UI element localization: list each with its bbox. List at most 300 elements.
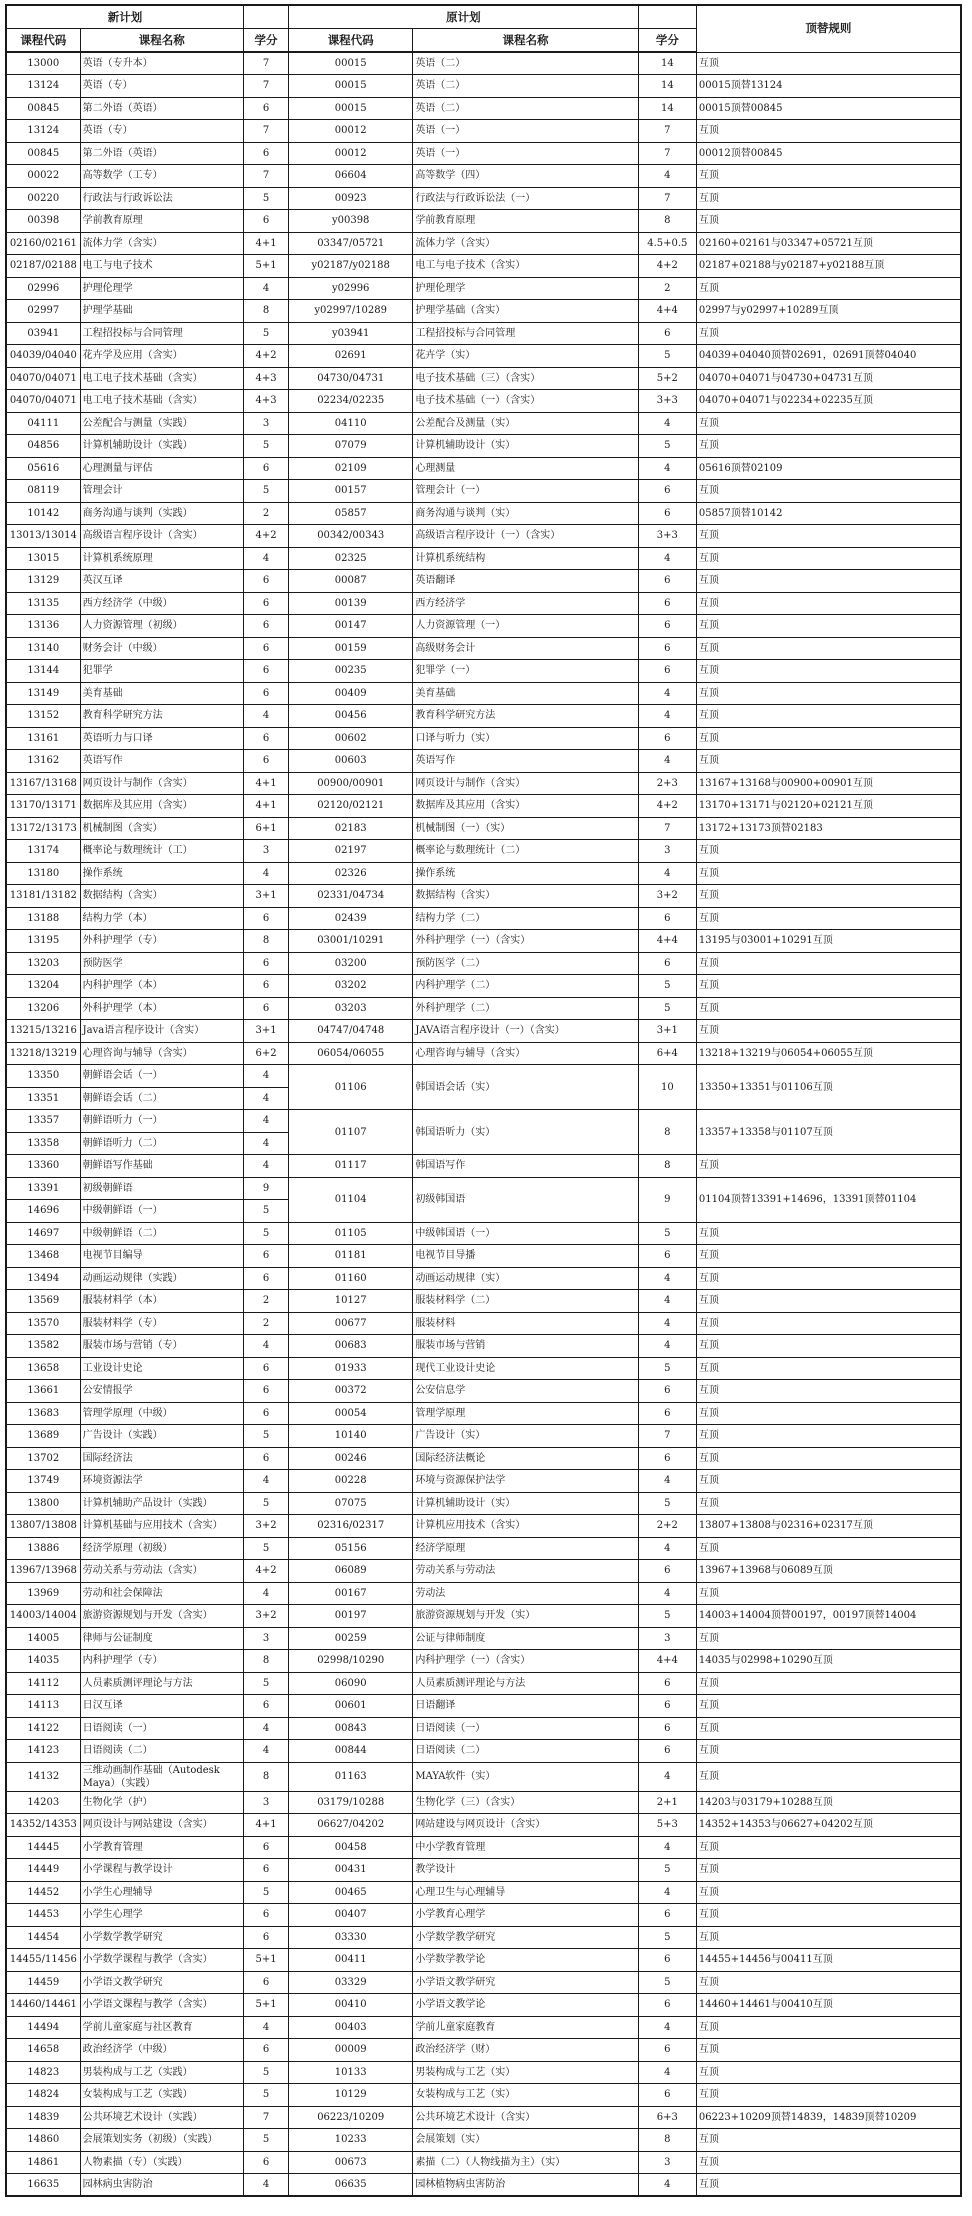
header-new-plan: 新计划 <box>6 5 243 29</box>
col-header-old-name: 课程名称 <box>413 29 638 53</box>
new-course-credit: 5 <box>243 1425 288 1448</box>
old-course-code: 06090 <box>289 1672 413 1695</box>
new-course-name: 广告设计（实践） <box>80 1425 243 1448</box>
new-course-code: 14494 <box>6 2016 80 2039</box>
old-course-name: 服装材料 <box>413 1312 638 1335</box>
new-course-credit: 3 <box>243 1791 288 1814</box>
new-course-credit: 6 <box>243 1859 288 1882</box>
table-header <box>6 5 961 52</box>
table-row <box>6 210 961 233</box>
old-course-credit: 4 <box>638 705 696 728</box>
old-course-name: 经济学原理 <box>413 1537 638 1560</box>
old-course-credit: 5+2 <box>638 367 696 390</box>
old-course-code: 03347/05721 <box>289 232 413 255</box>
substitution-rule: 互顶 <box>696 952 961 975</box>
new-course-name: 小学生心理辅导 <box>80 1881 243 1904</box>
substitution-rule: 互顶 <box>696 2151 961 2174</box>
new-course-code: 13152 <box>6 705 80 728</box>
substitution-rule: 00015顶替00845 <box>696 97 961 120</box>
old-course-name: 人员素质测评理论与方法 <box>413 1672 638 1695</box>
old-course-credit: 6 <box>638 660 696 683</box>
new-course-credit: 7 <box>243 2106 288 2129</box>
substitution-rule: 02160+02161与03347+05721互顶 <box>696 232 961 255</box>
new-course-credit: 5+1 <box>243 1994 288 2017</box>
old-course-name: 美育基础 <box>413 682 638 705</box>
old-course-name: 数据结构（含实） <box>413 885 638 908</box>
new-course-name: 中级朝鲜语（一） <box>80 1200 243 1223</box>
old-course-name: 英语（一） <box>413 120 638 143</box>
table-row <box>6 187 961 210</box>
old-course-code: 02326 <box>289 862 413 885</box>
substitution-rule: 互顶 <box>696 682 961 705</box>
substitution-rule: 互顶 <box>696 1020 961 1043</box>
old-course-credit: 6 <box>638 1904 696 1927</box>
table-row <box>6 322 961 345</box>
table-row <box>6 97 961 120</box>
old-course-credit: 7 <box>638 142 696 165</box>
new-course-name: 内科护理学（专） <box>80 1650 243 1673</box>
substitution-rule: 互顶 <box>696 1357 961 1380</box>
new-course-name: 服装材料学（本） <box>80 1290 243 1313</box>
new-course-code: 13807/13808 <box>6 1515 80 1538</box>
old-course-name: 心理测量 <box>413 457 638 480</box>
old-course-name: 小学数学教学研究 <box>413 1926 638 1949</box>
new-course-credit: 4 <box>243 1717 288 1740</box>
old-course-credit: 4 <box>638 2174 696 2197</box>
table-row <box>6 457 961 480</box>
new-course-credit: 6 <box>243 637 288 660</box>
table-row <box>6 975 961 998</box>
new-course-credit: 4 <box>243 277 288 300</box>
new-course-code: 14453 <box>6 1904 80 1927</box>
old-course-code: 00844 <box>289 1740 413 1763</box>
new-course-credit: 4+2 <box>243 525 288 548</box>
substitution-rule: 13807+13808与02316+02317互顶 <box>696 1515 961 1538</box>
old-course-code: 04730/04731 <box>289 367 413 390</box>
new-course-credit: 4+1 <box>243 1814 288 1837</box>
old-course-code: 00139 <box>289 592 413 615</box>
new-course-credit: 4 <box>243 1470 288 1493</box>
old-course-name: 工程招投标与合同管理 <box>413 322 638 345</box>
old-course-code: 00167 <box>289 1582 413 1605</box>
old-course-credit: 3+2 <box>638 885 696 908</box>
new-course-code: 13658 <box>6 1357 80 1380</box>
table-row <box>6 592 961 615</box>
substitution-rule: 互顶 <box>696 1836 961 1859</box>
old-course-code: 04110 <box>289 412 413 435</box>
new-course-name: Java语言程序设计（含实） <box>80 1020 243 1043</box>
old-course-name: 网页设计与制作（含实） <box>413 772 638 795</box>
table-row <box>6 1042 961 1065</box>
new-course-name: 小学语文课程与教学（含实） <box>80 1994 243 2017</box>
old-course-credit: 3+3 <box>638 390 696 413</box>
old-course-credit: 4.5+0.5 <box>638 232 696 255</box>
substitution-rule: 互顶 <box>696 570 961 593</box>
old-course-code: 02234/02235 <box>289 390 413 413</box>
new-course-name: 公共环境艺术设计（实践） <box>80 2106 243 2129</box>
old-course-name: 动画运动规律（实） <box>413 1267 638 1290</box>
new-course-name: 外科护理学（本） <box>80 997 243 1020</box>
new-course-code: 14445 <box>6 1836 80 1859</box>
old-course-credit: 4 <box>638 1582 696 1605</box>
new-course-name: 英语（专） <box>80 120 243 143</box>
table-row <box>6 525 961 548</box>
old-course-code: 00015 <box>289 97 413 120</box>
new-course-credit: 6 <box>243 975 288 998</box>
old-course-credit: 3+3 <box>638 525 696 548</box>
old-course-name: 韩国语会话（实） <box>413 1065 638 1110</box>
new-course-code: 14003/14004 <box>6 1605 80 1628</box>
new-course-name: 公安情报学 <box>80 1380 243 1403</box>
new-course-name: 中级朝鲜语（二） <box>80 1222 243 1245</box>
new-course-code: 14697 <box>6 1222 80 1245</box>
new-course-name: 机械制图（含实） <box>80 817 243 840</box>
old-course-code: 02331/04734 <box>289 885 413 908</box>
old-course-credit: 4 <box>638 1335 696 1358</box>
old-course-name: 服装材料学（二） <box>413 1290 638 1313</box>
header-old-plan: 原计划 <box>289 5 639 29</box>
new-course-credit: 6 <box>243 457 288 480</box>
table-row <box>6 1971 961 1994</box>
substitution-rule: 02997与y02997+10289互顶 <box>696 300 961 323</box>
new-course-credit: 5 <box>243 1200 288 1223</box>
old-course-code: 03203 <box>289 997 413 1020</box>
old-course-code: 00456 <box>289 705 413 728</box>
table-row <box>6 907 961 930</box>
old-course-code: 06054/06055 <box>289 1042 413 1065</box>
new-course-name: 财务会计（中级） <box>80 637 243 660</box>
table-row <box>6 1380 961 1403</box>
substitution-rule: 05616顶替02109 <box>696 457 961 480</box>
new-course-name: 旅游资源规划与开发（含实） <box>80 1605 243 1628</box>
old-course-name: 外科护理学（一）（含实） <box>413 930 638 953</box>
old-course-name: 政治经济学（财） <box>413 2039 638 2062</box>
new-course-credit: 8 <box>243 300 288 323</box>
new-course-code: 04070/04071 <box>6 367 80 390</box>
table-row <box>6 547 961 570</box>
new-course-code: 00022 <box>6 165 80 188</box>
substitution-rule: 互顶 <box>696 705 961 728</box>
new-course-name: 英语听力与口译 <box>80 727 243 750</box>
new-course-name: 预防医学 <box>80 952 243 975</box>
new-course-code: 14860 <box>6 2129 80 2152</box>
old-course-name: 学前教育原理 <box>413 210 638 233</box>
old-course-credit: 14 <box>638 75 696 98</box>
new-course-code: 00845 <box>6 97 80 120</box>
new-course-credit: 6 <box>243 2151 288 2174</box>
old-course-name: 男装构成与工艺（实） <box>413 2061 638 2084</box>
new-course-credit: 4 <box>243 705 288 728</box>
old-course-code: 02439 <box>289 907 413 930</box>
new-course-name: 工业设计史论 <box>80 1357 243 1380</box>
table-row <box>6 1177 961 1200</box>
old-course-code: 00372 <box>289 1380 413 1403</box>
table-row <box>6 1425 961 1448</box>
new-course-credit: 4 <box>243 862 288 885</box>
new-course-code: 00845 <box>6 142 80 165</box>
new-course-name: 第二外语（英语） <box>80 142 243 165</box>
table-row <box>6 795 961 818</box>
substitution-rule: 互顶 <box>696 2084 961 2107</box>
header-spacer-old <box>638 5 696 29</box>
new-course-name: 朝鲜语听力（二） <box>80 1132 243 1155</box>
new-course-code: 13702 <box>6 1447 80 1470</box>
old-course-name: 数据库及其应用（含实） <box>413 795 638 818</box>
old-course-name: 中级韩国语（一） <box>413 1222 638 1245</box>
new-course-name: 护理伦理学 <box>80 277 243 300</box>
old-course-name: 现代工业设计史论 <box>413 1357 638 1380</box>
new-course-name: 内科护理学（本） <box>80 975 243 998</box>
old-course-credit: 4 <box>638 1267 696 1290</box>
new-course-name: 管理学原理（中级） <box>80 1402 243 1425</box>
new-course-name: 国际经济法 <box>80 1447 243 1470</box>
substitution-rule: 05857顶替10142 <box>696 502 961 525</box>
table-row <box>6 2174 961 2197</box>
old-course-credit: 6 <box>638 1380 696 1403</box>
new-course-name: 计算机辅助产品设计（实践） <box>80 1492 243 1515</box>
old-course-credit: 3 <box>638 2151 696 2174</box>
old-course-credit: 5+3 <box>638 1814 696 1837</box>
table-row <box>6 300 961 323</box>
old-course-credit: 5 <box>638 1222 696 1245</box>
new-course-code: 14824 <box>6 2084 80 2107</box>
old-course-credit: 6 <box>638 592 696 615</box>
new-course-credit: 6 <box>243 997 288 1020</box>
substitution-rule: 互顶 <box>696 2129 961 2152</box>
table-row <box>6 1537 961 1560</box>
new-course-code: 13136 <box>6 615 80 638</box>
old-course-code: 01181 <box>289 1245 413 1268</box>
new-course-code: 00220 <box>6 187 80 210</box>
new-course-name: 朝鲜语听力（一） <box>80 1110 243 1133</box>
new-course-name: 人力资源管理（初级） <box>80 615 243 638</box>
table-row <box>6 637 961 660</box>
old-course-credit: 4 <box>638 682 696 705</box>
substitution-rule: 互顶 <box>696 1926 961 1949</box>
old-course-credit: 4 <box>638 750 696 773</box>
old-course-code: 00603 <box>289 750 413 773</box>
old-course-name: 小学语文教学研究 <box>413 1971 638 1994</box>
new-course-code: 13218/13219 <box>6 1042 80 1065</box>
new-course-credit: 4 <box>243 1087 288 1110</box>
old-course-name: 广告设计（实） <box>413 1425 638 1448</box>
substitution-rule: 互顶 <box>696 862 961 885</box>
old-course-credit: 6 <box>638 615 696 638</box>
table-row <box>6 1470 961 1493</box>
substitution-rule: 互顶 <box>696 840 961 863</box>
old-course-code: 00683 <box>289 1335 413 1358</box>
new-course-name: 数据库及其应用（含实） <box>80 795 243 818</box>
new-course-name: 小学数学课程与教学（含实） <box>80 1949 243 1972</box>
new-course-credit: 6 <box>243 952 288 975</box>
new-course-code: 13129 <box>6 570 80 593</box>
old-course-credit: 7 <box>638 120 696 143</box>
new-course-credit: 4+1 <box>243 772 288 795</box>
new-course-code: 13124 <box>6 120 80 143</box>
new-course-credit: 6+2 <box>243 1042 288 1065</box>
new-course-code: 13969 <box>6 1582 80 1605</box>
old-course-credit: 4 <box>638 1290 696 1313</box>
new-course-credit: 3+2 <box>243 1605 288 1628</box>
substitution-rule: 互顶 <box>696 1380 961 1403</box>
old-course-code: 01104 <box>289 1177 413 1222</box>
old-course-code: 05857 <box>289 502 413 525</box>
old-course-name: 国际经济法概论 <box>413 1447 638 1470</box>
new-course-code: 13391 <box>6 1177 80 1200</box>
new-course-name: 日语阅读（二） <box>80 1740 243 1763</box>
new-course-credit: 5 <box>243 1672 288 1695</box>
new-course-name: 英语（专升本） <box>80 52 243 75</box>
old-course-credit: 4 <box>638 1881 696 1904</box>
substitution-rule: 互顶 <box>696 187 961 210</box>
old-course-name: 旅游资源规划与开发（实） <box>413 1605 638 1628</box>
new-course-name: 日语阅读（一） <box>80 1717 243 1740</box>
new-course-code: 14112 <box>6 1672 80 1695</box>
old-course-code: 00159 <box>289 637 413 660</box>
substitution-rule: 04039+04040顶替02691，02691顶替04040 <box>696 345 961 368</box>
new-course-name: 操作系统 <box>80 862 243 885</box>
old-course-credit: 6 <box>638 502 696 525</box>
new-course-code: 10142 <box>6 502 80 525</box>
substitution-rule: 互顶 <box>696 1904 961 1927</box>
substitution-rule: 互顶 <box>696 1470 961 1493</box>
old-course-code: 02120/02121 <box>289 795 413 818</box>
old-course-credit: 6 <box>638 727 696 750</box>
substitution-rule: 互顶 <box>696 1222 961 1245</box>
new-course-name: 第二外语（英语） <box>80 97 243 120</box>
new-course-name: 护理学基础 <box>80 300 243 323</box>
substitution-rule: 互顶 <box>696 2174 961 2197</box>
old-course-code: 00015 <box>289 75 413 98</box>
old-course-credit: 4+4 <box>638 300 696 323</box>
old-course-code: 00259 <box>289 1627 413 1650</box>
old-course-credit: 6 <box>638 1402 696 1425</box>
new-course-name: 经济学原理（初级） <box>80 1537 243 1560</box>
new-course-credit: 5 <box>243 435 288 458</box>
old-course-name: 英语（二） <box>413 52 638 75</box>
old-course-name: 高级财务会计 <box>413 637 638 660</box>
new-course-credit: 2 <box>243 502 288 525</box>
new-course-credit: 6 <box>243 210 288 233</box>
new-course-code: 13350 <box>6 1065 80 1088</box>
new-course-name: 西方经济学（中级） <box>80 592 243 615</box>
table-row <box>6 1402 961 1425</box>
new-course-name: 小学数学教学研究 <box>80 1926 243 1949</box>
table-row <box>6 750 961 773</box>
old-course-code: 01117 <box>289 1155 413 1178</box>
new-course-code: 13203 <box>6 952 80 975</box>
substitution-rule: 互顶 <box>696 210 961 233</box>
new-course-name: 学前教育原理 <box>80 210 243 233</box>
old-course-name: 护理学基础（含实） <box>413 300 638 323</box>
new-course-credit: 6 <box>243 1904 288 1927</box>
new-course-code: 14122 <box>6 1717 80 1740</box>
old-course-code: 06627/04202 <box>289 1814 413 1837</box>
old-course-code: 10133 <box>289 2061 413 2084</box>
new-course-credit: 6 <box>243 1836 288 1859</box>
table-row <box>6 1267 961 1290</box>
table-row <box>6 1836 961 1859</box>
old-course-code: y03941 <box>289 322 413 345</box>
old-course-code: 03329 <box>289 1971 413 1994</box>
old-course-credit: 5 <box>638 1926 696 1949</box>
table-row <box>6 1357 961 1380</box>
new-course-name: 行政法与行政诉讼法 <box>80 187 243 210</box>
substitution-rule: 互顶 <box>696 1627 961 1650</box>
old-course-code: 00677 <box>289 1312 413 1335</box>
new-course-name: 小学课程与教学设计 <box>80 1859 243 1882</box>
table-row <box>6 885 961 908</box>
new-course-credit: 5 <box>243 1222 288 1245</box>
new-course-name: 日汉互译 <box>80 1695 243 1718</box>
table-row <box>6 682 961 705</box>
table-row <box>6 1447 961 1470</box>
old-course-name: 高级语言程序设计（一）（含实） <box>413 525 638 548</box>
old-course-name: 护理伦理学 <box>413 277 638 300</box>
old-course-credit: 4 <box>638 2061 696 2084</box>
substitution-rule: 互顶 <box>696 1717 961 1740</box>
old-course-code: 03001/10291 <box>289 930 413 953</box>
new-course-name: 网页设计与制作（含实） <box>80 772 243 795</box>
new-course-code: 14861 <box>6 2151 80 2174</box>
substitution-rule: 04070+04071与04730+04731互顶 <box>696 367 961 390</box>
new-course-code: 02996 <box>6 277 80 300</box>
substitution-rule: 互顶 <box>696 750 961 773</box>
new-course-name: 高级语言程序设计（含实） <box>80 525 243 548</box>
new-course-credit: 2 <box>243 1312 288 1335</box>
substitution-rule: 01104顶替13391+14696，13391顶替01104 <box>696 1177 961 1222</box>
old-course-code: 00900/00901 <box>289 772 413 795</box>
old-course-name: 人力资源管理（一） <box>413 615 638 638</box>
table-row <box>6 1110 961 1133</box>
new-course-credit: 6 <box>243 1926 288 1949</box>
table-row <box>6 367 961 390</box>
old-course-name: 生物化学（三）（含实） <box>413 1791 638 1814</box>
new-course-code: 13351 <box>6 1087 80 1110</box>
new-course-credit: 6+1 <box>243 817 288 840</box>
table-row <box>6 705 961 728</box>
table-row <box>6 277 961 300</box>
substitution-rule: 00015顶替13124 <box>696 75 961 98</box>
old-course-credit: 6 <box>638 1245 696 1268</box>
old-course-name: 小学数学教学论 <box>413 1949 638 1972</box>
new-course-name: 外科护理学（专） <box>80 930 243 953</box>
old-course-code: 10140 <box>289 1425 413 1448</box>
new-course-code: 04111 <box>6 412 80 435</box>
new-course-code: 13468 <box>6 1245 80 1268</box>
new-course-code: 13215/13216 <box>6 1020 80 1043</box>
header-group-row <box>6 5 961 29</box>
new-course-code: 16635 <box>6 2174 80 2197</box>
new-course-code: 03941 <box>6 322 80 345</box>
old-course-credit: 6 <box>638 1695 696 1718</box>
old-course-credit: 4+2 <box>638 255 696 278</box>
new-course-name: 服装材料学（专） <box>80 1312 243 1335</box>
old-course-name: 机械制图（一）（实） <box>413 817 638 840</box>
old-course-name: 素描（二）（人物线描为主）（实） <box>413 2151 638 2174</box>
old-course-credit: 14 <box>638 97 696 120</box>
new-course-name: 动画运动规律（实践） <box>80 1267 243 1290</box>
old-course-name: 计算机辅助设计（实） <box>413 435 638 458</box>
old-course-code: 00411 <box>289 1949 413 1972</box>
new-course-code: 14132 <box>6 1762 80 1791</box>
substitution-rule: 13350+13351与01106互顶 <box>696 1065 961 1110</box>
old-course-name: 韩国语听力（实） <box>413 1110 638 1155</box>
table-row <box>6 862 961 885</box>
new-course-name: 英语写作 <box>80 750 243 773</box>
old-course-name: 犯罪学（一） <box>413 660 638 683</box>
new-course-name: 朝鲜语会话（一） <box>80 1065 243 1088</box>
